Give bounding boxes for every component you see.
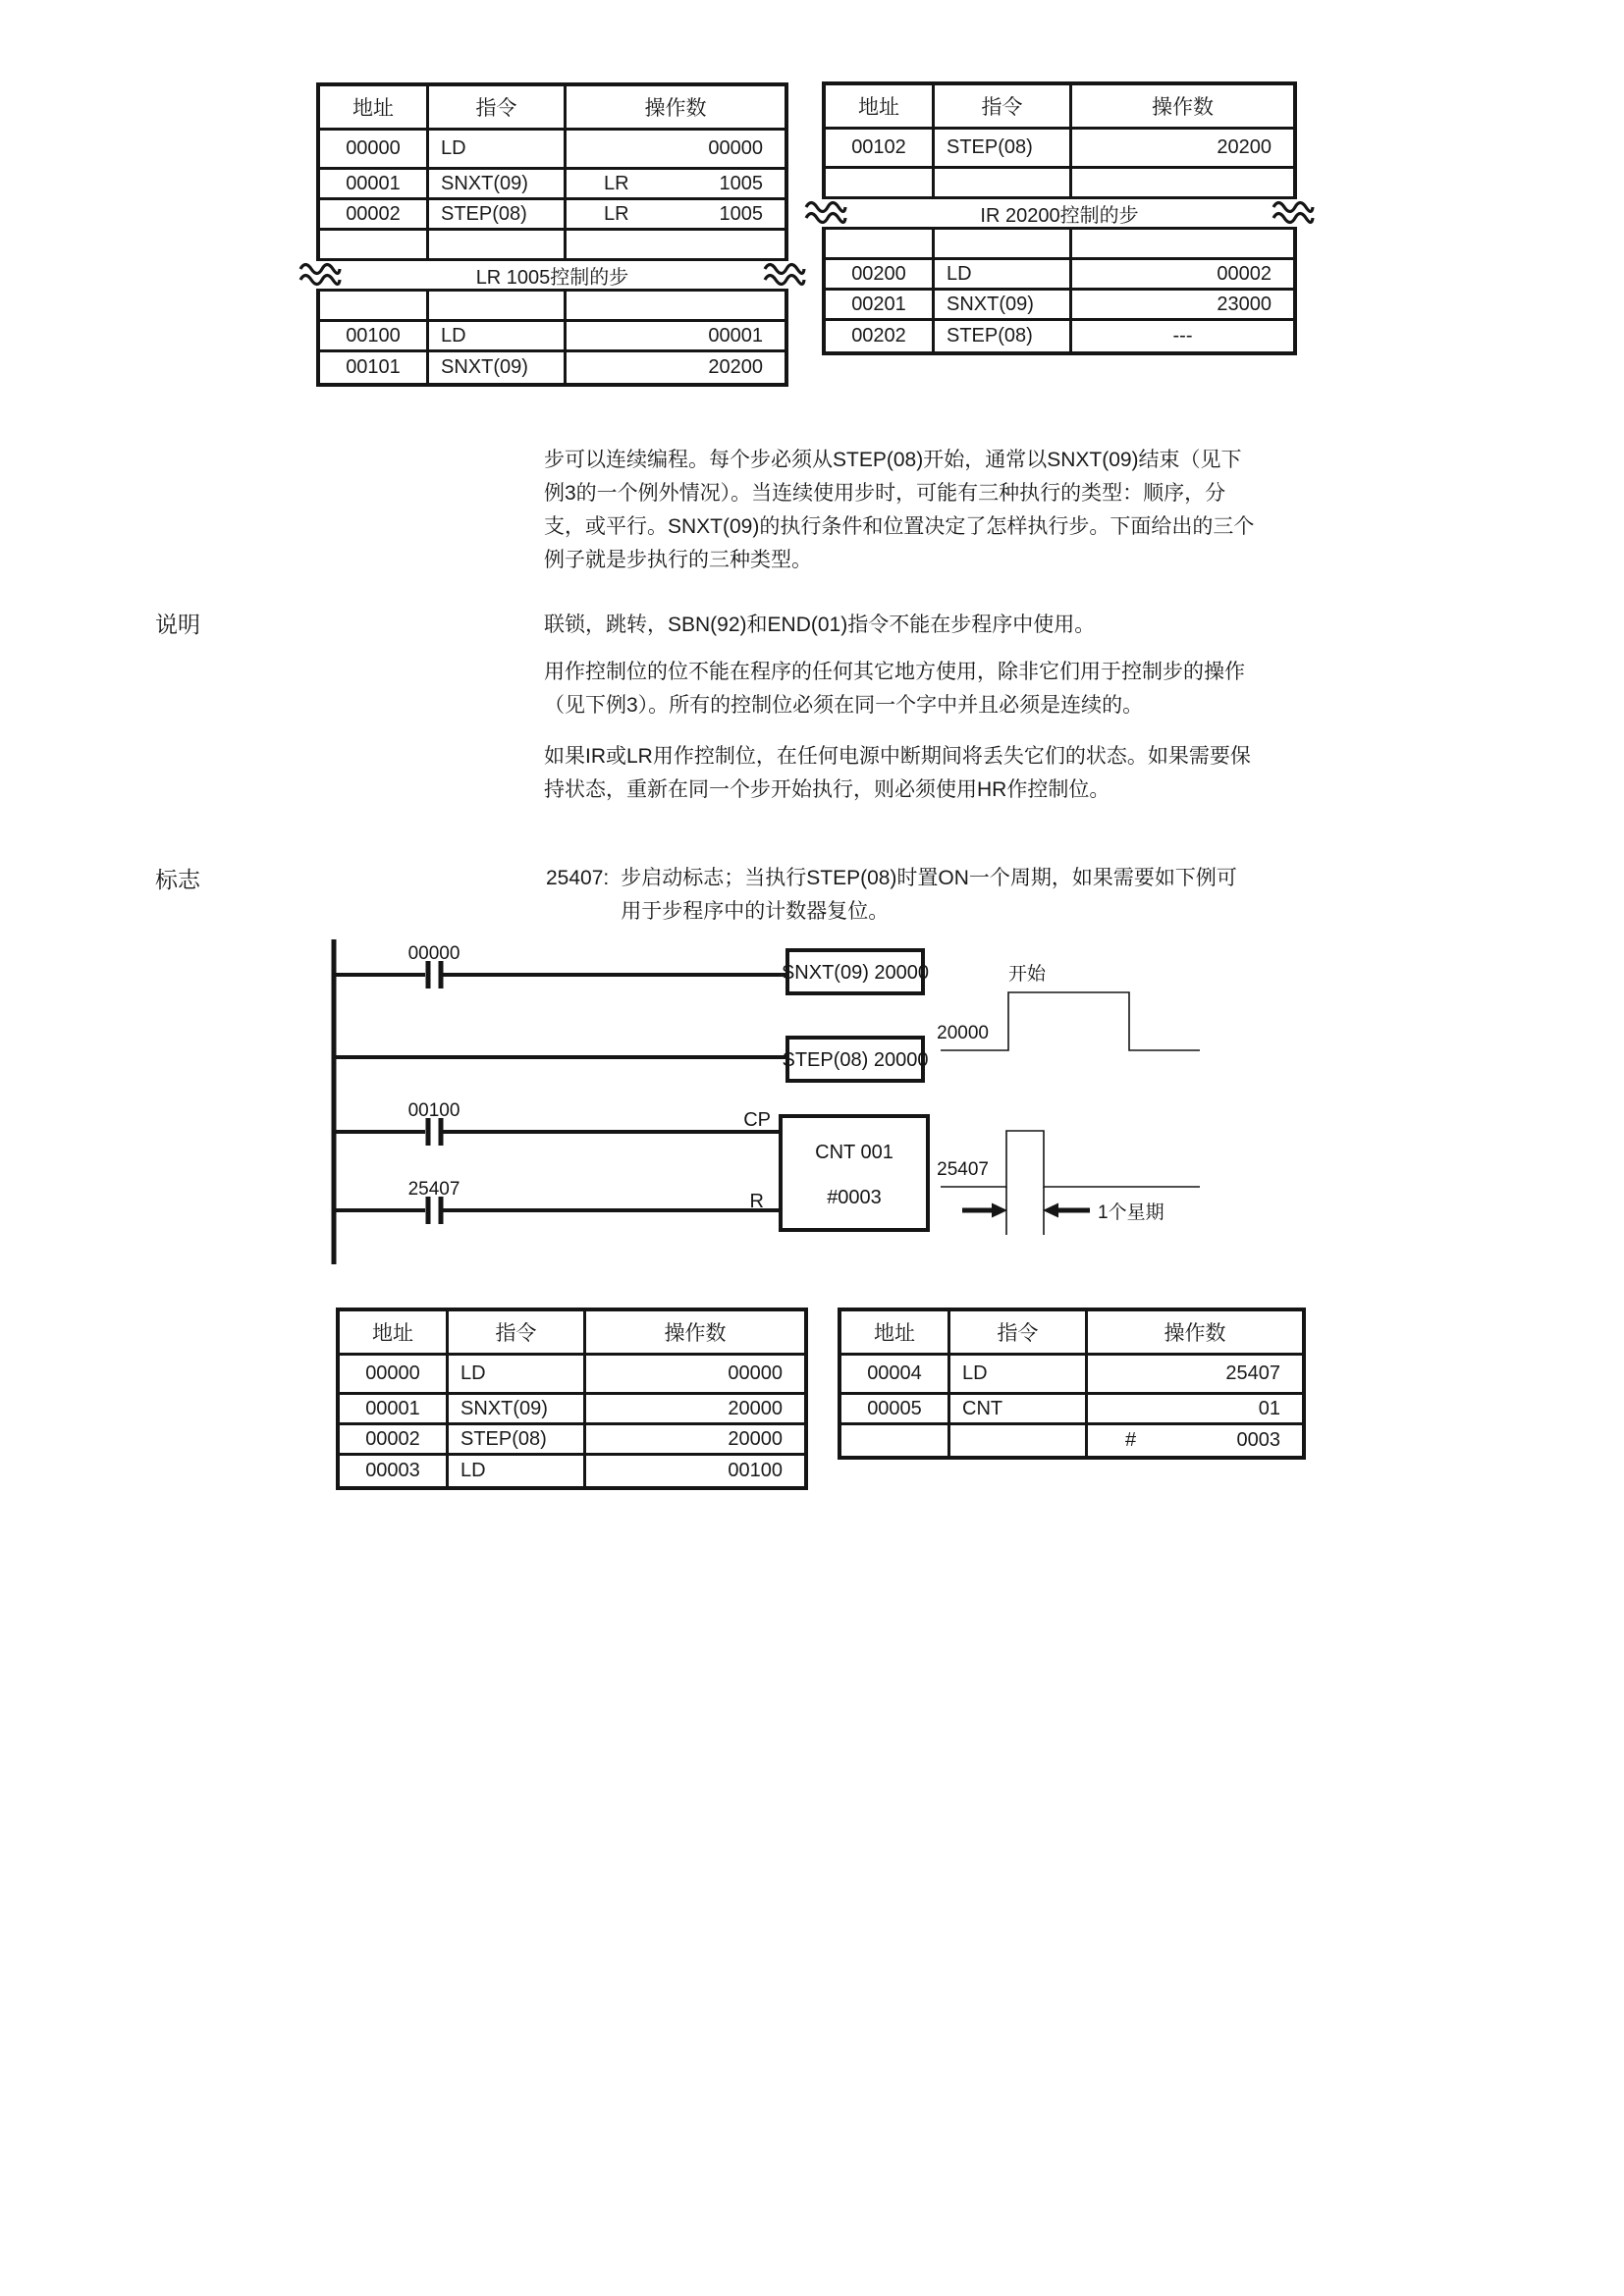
ladder-diagram [324, 933, 1316, 1296]
table-header-row [320, 86, 785, 131]
operand-cell [567, 200, 785, 228]
contact-label: 00000 [407, 943, 460, 964]
wave1-label: 20000 [937, 1023, 989, 1043]
text-line: 用作控制位的位不能在程序的任何其它地方使用，除非它们用于控制步的操作 [544, 661, 1245, 683]
operand-value: 20000 [728, 1397, 783, 1419]
text-line: 步启动标志；当执行STEP(08)时置ON一个周期，如果需要如下例可 [621, 867, 1237, 889]
text-line: 支，或平行。SNXT(09)的执行条件和位置决定了怎样执行步。下面给出的三个 [544, 515, 1255, 538]
column-header: 操作数 [664, 1322, 727, 1345]
tear-mark-icon [298, 261, 342, 289]
notes-paragraph-3 [544, 740, 1251, 807]
column-header: 指令 [429, 86, 567, 128]
notes-paragraph-2 [544, 656, 1245, 722]
operand-prefix: LR [604, 202, 629, 225]
instruction-cell: LD [429, 322, 567, 349]
operand-cell [567, 170, 785, 197]
address-cell: 00202 [826, 321, 935, 351]
instruction-cell: SNXT(09) [935, 291, 1072, 318]
operand-cell [1072, 230, 1293, 257]
table-row [320, 231, 785, 261]
text-line: 如果IR或LR用作控制位，在任何电源中断期间将丢失它们的状态。如果需要保 [544, 745, 1251, 768]
notes-paragraph-1 [544, 609, 1095, 642]
operand-cell [586, 1425, 804, 1453]
operand-cell [567, 131, 785, 167]
address-cell [826, 230, 935, 257]
mnemonic-table-top-left [316, 82, 788, 387]
instruction-cell: SNXT(09) [429, 352, 567, 383]
text-line: 持状态，重新在同一个步开始执行，则必须使用HR作控制位。 [544, 778, 1110, 801]
column-header: 指令 [950, 1311, 1088, 1353]
address-cell [320, 292, 429, 319]
start-label: 开始 [1008, 964, 1047, 985]
operand-value: 00000 [708, 137, 763, 159]
break-label: LR 1005控制的步 [475, 266, 629, 289]
address-cell: 00100 [320, 322, 429, 349]
operand-value: 01 [1258, 1397, 1280, 1419]
text-line: 联锁，跳转，SBN(92)和END(01)指令不能在步程序中使用。 [544, 614, 1096, 636]
table-break-row [822, 199, 1297, 230]
instruction-cell: STEP(08) [935, 130, 1072, 166]
operand-cell [1072, 130, 1293, 166]
contact-label: 25407 [407, 1179, 460, 1200]
cnt-instruction-box [781, 1116, 928, 1230]
step-box-label: STEP(08) 20000 [782, 1049, 929, 1071]
arrowhead-right-icon [992, 1203, 1007, 1218]
column-header: 操作数 [1152, 96, 1214, 119]
mnemonic-table-top-right [822, 81, 1297, 355]
address-cell: 00001 [320, 170, 429, 197]
flag-text [621, 862, 1237, 929]
address-cell: 00102 [826, 130, 935, 166]
ladder-lines [332, 939, 1200, 1264]
operand-value: 23000 [1217, 293, 1272, 315]
table-break-row [316, 261, 788, 292]
address-cell: 00001 [340, 1395, 449, 1422]
operand-value: --- [1172, 325, 1193, 347]
table-header-row [340, 1311, 804, 1356]
r-input-label: R [749, 1191, 764, 1212]
address-cell: 00200 [826, 260, 935, 288]
address-cell: 00002 [320, 200, 429, 228]
tear-mark-icon [763, 261, 806, 289]
table-row [340, 1356, 804, 1395]
table-row [841, 1425, 1302, 1456]
cnt-set-value: #0003 [827, 1187, 882, 1208]
table-row [320, 322, 785, 352]
table-row [826, 260, 1293, 291]
operand-cell [1088, 1356, 1302, 1392]
text-line: 步可以连续编程。每个步必须从STEP(08)开始，通常以SNXT(09)结束（见下 [544, 449, 1242, 471]
instruction-cell [935, 169, 1072, 196]
table-row [826, 130, 1293, 169]
instruction-cell: CNT [950, 1395, 1088, 1422]
operand-cell [1088, 1395, 1302, 1422]
instruction-cell [935, 230, 1072, 257]
arrow-heads [992, 1203, 1058, 1218]
instruction-cell: LD [429, 131, 567, 167]
flag-description [546, 862, 1237, 929]
operand-value: 20200 [708, 356, 763, 378]
operand-cell [586, 1456, 804, 1486]
wave2-label: 25407 [937, 1159, 989, 1180]
instruction-cell [429, 292, 567, 319]
operand-cell [1072, 260, 1293, 288]
table-row [320, 200, 785, 231]
address-cell: 00003 [340, 1456, 449, 1486]
table-row [826, 169, 1293, 199]
address-cell: 00000 [320, 131, 429, 167]
operand-cell [567, 322, 785, 349]
tear-mark-icon [1272, 199, 1315, 227]
column-header: 操作数 [644, 97, 707, 120]
table-row [340, 1456, 804, 1486]
column-header: 指令 [935, 85, 1072, 127]
column-header: 指令 [449, 1311, 586, 1353]
pulse-width-label: 1个星期 [1098, 1202, 1164, 1223]
text-line: 例子就是步执行的三种类型。 [544, 549, 812, 571]
operand-value: 00001 [708, 324, 763, 347]
table-header-row [841, 1311, 1302, 1356]
instruction-cell: STEP(08) [935, 321, 1072, 351]
instruction-cell: STEP(08) [449, 1425, 586, 1453]
operand-value: 1005 [719, 172, 763, 194]
operand-value: 20000 [728, 1427, 783, 1450]
intro-paragraph [544, 444, 1254, 577]
mnemonic-table-bottom-left [336, 1308, 808, 1490]
instruction-cell: LD [935, 260, 1072, 288]
operand-cell [567, 292, 785, 319]
table-row [340, 1425, 804, 1456]
text-line: 用于步程序中的计数器复位。 [621, 900, 890, 923]
column-header: 地址 [320, 86, 429, 128]
operand-prefix: LR [604, 172, 629, 194]
operand-value: 0003 [1236, 1429, 1280, 1451]
table-header-row [826, 85, 1293, 130]
table-row [841, 1395, 1302, 1425]
section-label-notes: 说明 [155, 612, 200, 637]
operand-cell [1072, 169, 1293, 196]
operand-cell [567, 352, 785, 383]
address-cell [826, 169, 935, 196]
flag-id: 25407: [546, 867, 610, 889]
text-line: （见下例3）。所有的控制位必须在同一个字中并且必须是连续的。 [544, 694, 1144, 717]
table-row [340, 1395, 804, 1425]
table-row [320, 292, 785, 322]
address-cell: 00002 [340, 1425, 449, 1453]
operand-value: 00002 [1217, 262, 1272, 285]
operand-value: 1005 [719, 202, 763, 225]
instruction-cell: LD [449, 1456, 586, 1486]
instruction-cell: SNXT(09) [449, 1395, 586, 1422]
table-row [320, 170, 785, 200]
section-label-flags: 标志 [155, 867, 200, 892]
ladder-svg [324, 933, 1316, 1296]
operand-value: 25407 [1225, 1362, 1280, 1384]
operand-cell [567, 231, 785, 258]
cp-input-label: CP [743, 1109, 771, 1131]
instruction-cell: LD [950, 1356, 1088, 1392]
address-cell: 00005 [841, 1395, 950, 1422]
operand-value: 20200 [1217, 136, 1272, 158]
operand-value: 00100 [728, 1460, 783, 1481]
operand-cell [1072, 321, 1293, 351]
column-header: 地址 [826, 85, 935, 127]
operand-cell [586, 1395, 804, 1422]
table-row [826, 230, 1293, 260]
contact-label: 00100 [407, 1100, 460, 1121]
instruction-cell [950, 1425, 1088, 1456]
table-row [841, 1356, 1302, 1395]
operand-cell [586, 1356, 804, 1392]
arrowhead-left-icon [1043, 1203, 1058, 1218]
tear-mark-icon [804, 199, 847, 227]
instruction-cell [429, 231, 567, 258]
table-row [320, 131, 785, 170]
address-cell: 00000 [340, 1356, 449, 1392]
cnt-title: CNT 001 [815, 1142, 893, 1163]
operand-cell [1072, 291, 1293, 318]
operand-value: 00000 [728, 1362, 783, 1384]
column-header: 地址 [841, 1311, 950, 1353]
text-line: 例3的一个例外情况）。当连续使用步时，可能有三种执行的类型：顺序，分 [544, 482, 1226, 505]
instruction-cell: LD [449, 1356, 586, 1392]
mnemonic-table-bottom-right [838, 1308, 1306, 1460]
instruction-cell: STEP(08) [429, 200, 567, 228]
column-header: 地址 [340, 1311, 449, 1353]
column-header: 操作数 [1164, 1322, 1226, 1345]
address-cell [841, 1425, 950, 1456]
break-label: IR 20200控制的步 [980, 204, 1139, 227]
table-row [320, 352, 785, 383]
operand-prefix: # [1125, 1429, 1137, 1451]
instruction-cell: SNXT(09) [429, 170, 567, 197]
operand-cell [1088, 1425, 1302, 1456]
address-cell: 00004 [841, 1356, 950, 1392]
address-cell: 00101 [320, 352, 429, 383]
snxt-box-label: SNXT(09) 20000 [781, 962, 930, 984]
table-row [826, 321, 1293, 351]
table-row [826, 291, 1293, 321]
address-cell [320, 231, 429, 258]
address-cell: 00201 [826, 291, 935, 318]
